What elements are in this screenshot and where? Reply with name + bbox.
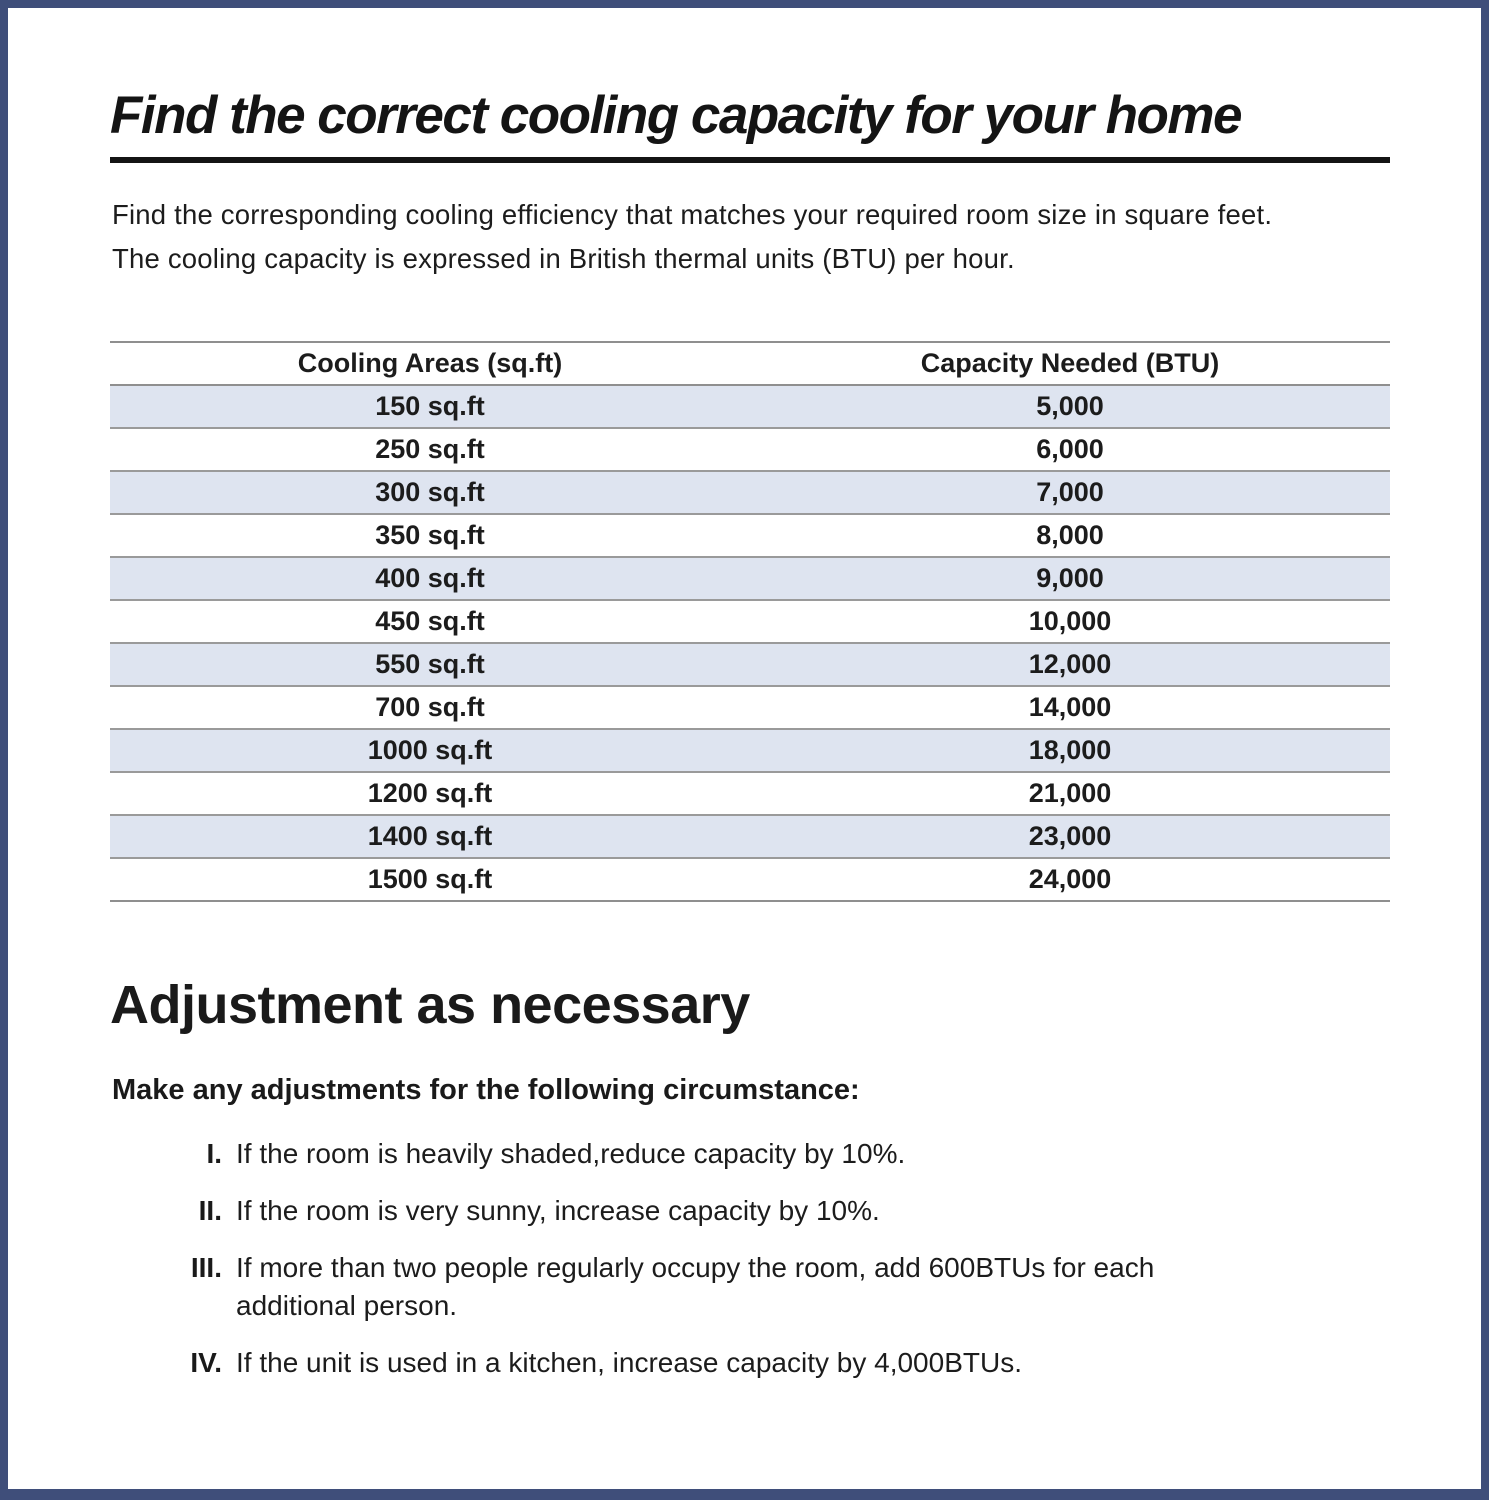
adjustment-item-text: If more than two people regularly occupy the room, add 600BTUs for each additional person. <box>236 1252 1155 1322</box>
adjustment-item <box>110 1249 1280 1325</box>
cell-capacity-needed: 8,000 <box>750 514 1390 557</box>
adjustment-item-numeral: III. <box>190 1252 222 1284</box>
cell-capacity-needed: 5,000 <box>750 385 1390 428</box>
cell-capacity-needed: 14,000 <box>750 686 1390 729</box>
intro-paragraph <box>112 193 1390 281</box>
cell-cooling-area: 1200 sq.ft <box>110 772 750 815</box>
adjustment-list <box>110 1135 1390 1382</box>
table-body <box>110 385 1390 901</box>
cell-capacity-needed: 18,000 <box>750 729 1390 772</box>
adjustment-heading: Adjustment as necessary <box>110 974 750 1035</box>
column-header-capacity-needed: Capacity Needed (BTU) <box>750 342 1390 385</box>
cell-cooling-area: 400 sq.ft <box>110 557 750 600</box>
adjustment-item-numeral: II. <box>198 1195 222 1227</box>
cell-capacity-needed: 12,000 <box>750 643 1390 686</box>
table-row <box>110 858 1390 901</box>
intro-line-1: Find the corresponding cooling efficiency that matches your required room size in square feet. <box>112 198 1273 230</box>
column-header-cooling-areas: Cooling Areas (sq.ft) <box>110 342 750 385</box>
table-row <box>110 514 1390 557</box>
cell-capacity-needed: 21,000 <box>750 772 1390 815</box>
cooling-capacity-table <box>110 341 1390 902</box>
cell-capacity-needed: 24,000 <box>750 858 1390 901</box>
table-row <box>110 385 1390 428</box>
adjustment-item-text: If the unit is used in a kitchen, increase capacity by 4,000BTUs. <box>236 1347 1022 1379</box>
adjustment-item-numeral: IV. <box>190 1347 222 1379</box>
adjustment-item-text: If the room is heavily shaded,reduce capacity by 10%. <box>236 1138 906 1170</box>
table-header-row <box>110 342 1390 385</box>
page-title: Find the correct cooling capacity for your home <box>110 86 1390 163</box>
cell-capacity-needed: 23,000 <box>750 815 1390 858</box>
table-row <box>110 600 1390 643</box>
cell-cooling-area: 1400 sq.ft <box>110 815 750 858</box>
table-row <box>110 471 1390 514</box>
cell-cooling-area: 150 sq.ft <box>110 385 750 428</box>
cell-capacity-needed: 7,000 <box>750 471 1390 514</box>
table-row <box>110 643 1390 686</box>
cell-cooling-area: 350 sq.ft <box>110 514 750 557</box>
table-row <box>110 428 1390 471</box>
adjustment-item <box>110 1344 1280 1382</box>
adjustment-item-numeral: I. <box>206 1138 222 1170</box>
adjustment-item <box>110 1192 1280 1230</box>
cell-cooling-area: 550 sq.ft <box>110 643 750 686</box>
cell-cooling-area: 1000 sq.ft <box>110 729 750 772</box>
adjustment-item <box>110 1135 1280 1173</box>
cell-cooling-area: 700 sq.ft <box>110 686 750 729</box>
page-content <box>110 0 1390 1382</box>
cell-cooling-area: 300 sq.ft <box>110 471 750 514</box>
adjustment-subheading: Make any adjustments for the following circumstance: <box>112 1074 860 1107</box>
table-row <box>110 729 1390 772</box>
table-row <box>110 815 1390 858</box>
cell-capacity-needed: 10,000 <box>750 600 1390 643</box>
cell-cooling-area: 250 sq.ft <box>110 428 750 471</box>
table-row <box>110 772 1390 815</box>
intro-line-2: The cooling capacity is expressed in British thermal units (BTU) per hour. <box>112 242 1015 274</box>
cell-cooling-area: 1500 sq.ft <box>110 858 750 901</box>
cell-capacity-needed: 6,000 <box>750 428 1390 471</box>
adjustment-item-text: If the room is very sunny, increase capacity by 10%. <box>236 1195 880 1227</box>
table-row <box>110 686 1390 729</box>
cell-cooling-area: 450 sq.ft <box>110 600 750 643</box>
table-row <box>110 557 1390 600</box>
cell-capacity-needed: 9,000 <box>750 557 1390 600</box>
